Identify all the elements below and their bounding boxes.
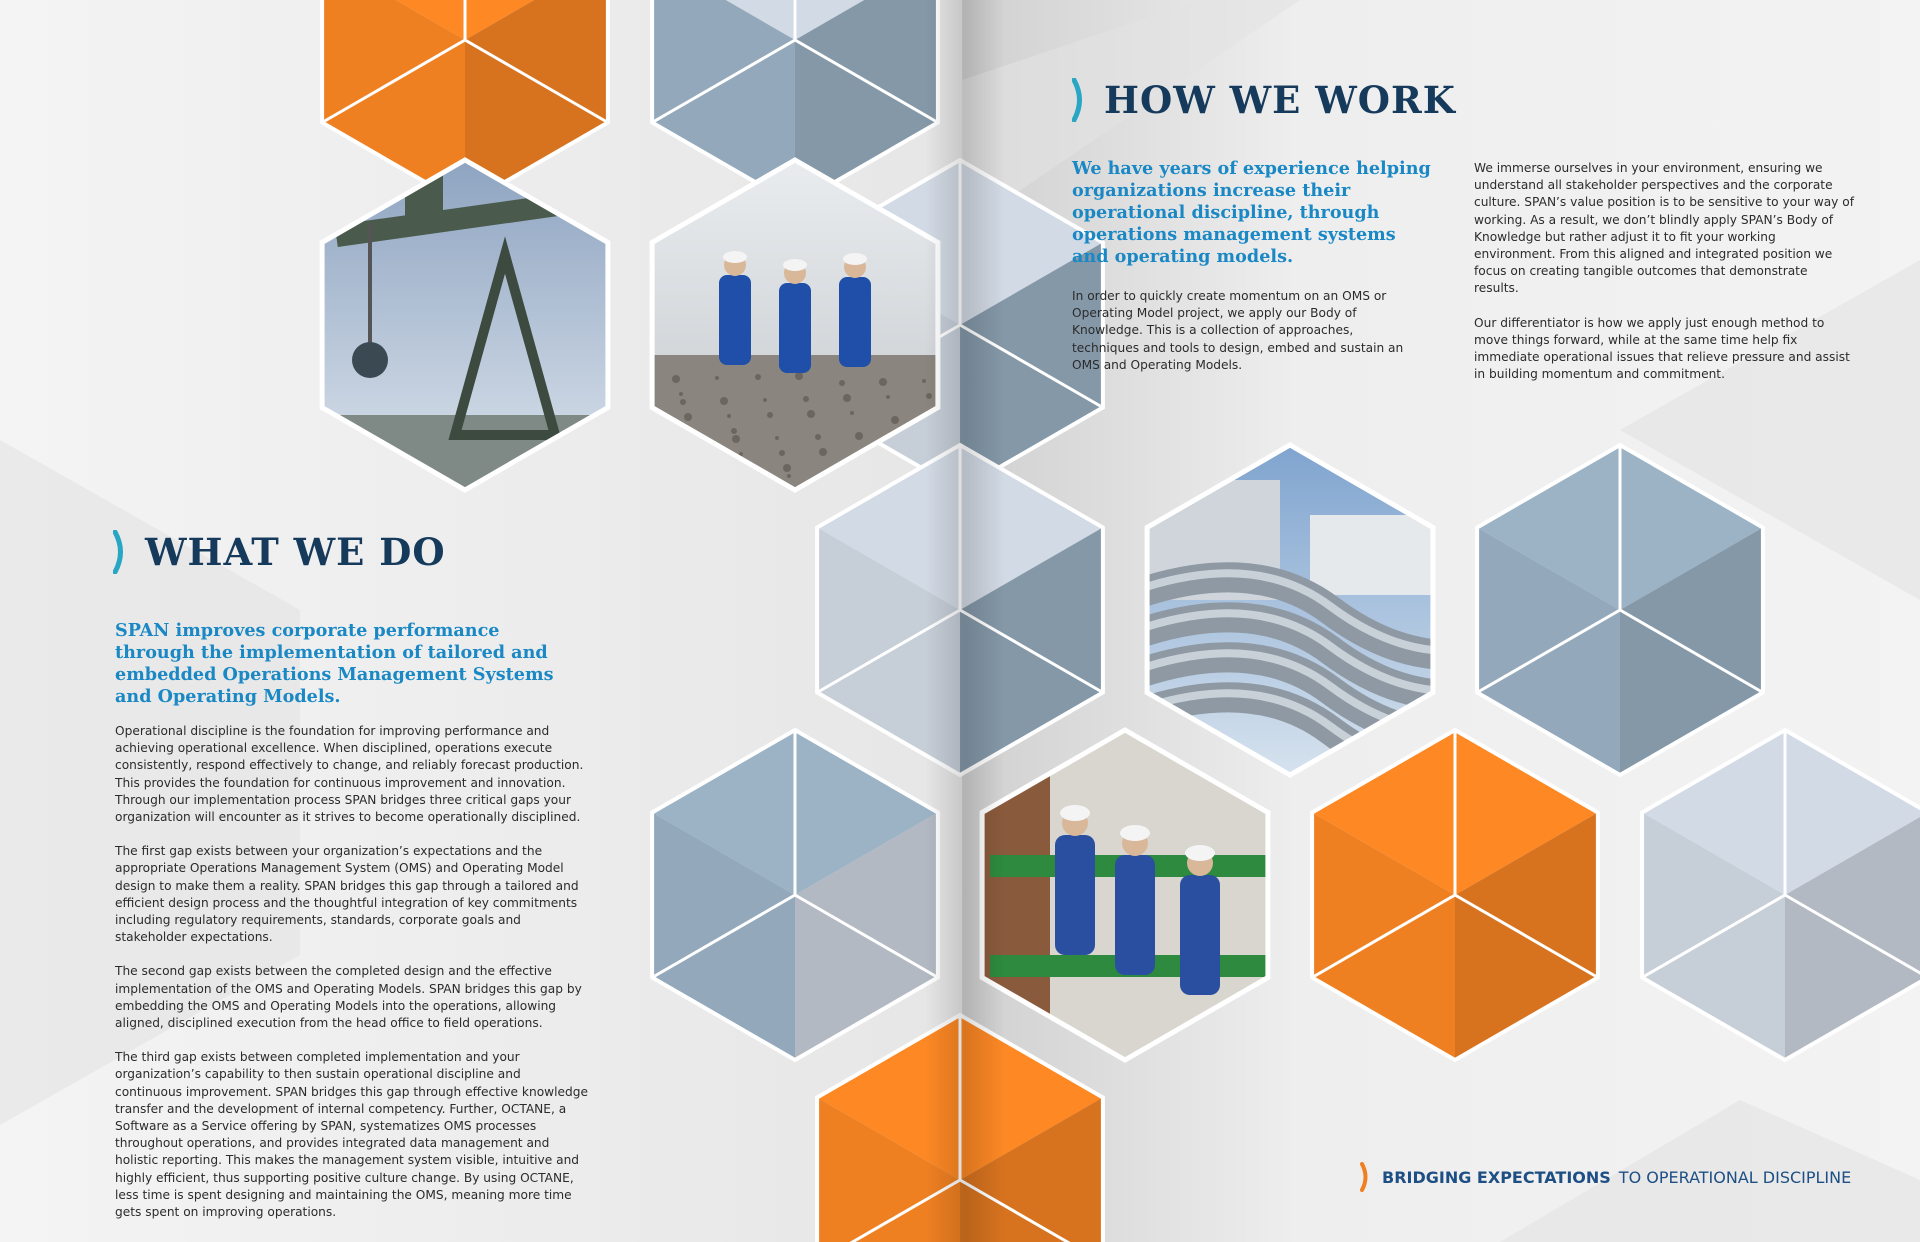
what-we-do-title: WHAT WE DO (145, 530, 446, 574)
what-we-do-lead-block (115, 620, 575, 708)
how-we-work-col2 (1474, 160, 1854, 400)
what-we-do-heading (113, 530, 446, 574)
what-we-do-body (115, 723, 591, 1238)
tagline-bold: BRIDGING EXPECTATIONS (1382, 1167, 1611, 1187)
how-we-work-title: HOW WE WORK (1104, 78, 1456, 122)
what-we-do-lead: SPAN improves corporate performance through the implementation of tailored and embedded Operations Management Systems and Operating Models. (115, 620, 554, 707)
what-we-do-paragraph: The third gap exists between completed implementation and your organization’s capability to then sustain operational discipline and continuous improvement. SPAN bridges this gap through effective knowledge transfer and the development of internal competency. Further, OCTANE, a Software as a Service offering by SPAN, systematizes OMS processes throughout operations, and provides integrated data management and holistic reporting. This makes the management system visible, intuitive and highly efficient, thus supporting positive culture change. By using OCTANE, less time is spent designing and maintaining the OMS, meaning more time gets spent on improving operations. (115, 1050, 588, 1220)
bracket-icon (113, 530, 127, 574)
what-we-do-paragraph: The second gap exists between the completed design and the effective implementation of the OMS and Operating Models. SPAN bridges this gap by embedding the OMS and Operating Models into the operations, allowing aligned, disciplined execution from the head office to field operations. (115, 964, 582, 1031)
bracket-icon (1072, 78, 1086, 122)
how-we-work-paragraph: In order to quickly create momentum on an OMS or Operating Model project, we apply our Body of Knowledge. This is a collection of approaches, techniques and tools to design, embed and sustain an OMS and Operating Models. (1072, 289, 1404, 372)
how-we-work-lead: We have years of experience helping organizations increase their operational discipline, through operations management systems and operating models. (1072, 158, 1431, 267)
how-we-work-col1 (1072, 288, 1424, 391)
spine-shadow (925, 0, 1005, 1242)
how-we-work-paragraph: We immerse ourselves in your environment, ensuring we understand all stakeholder perspectives and the corporate culture. SPAN’s value position is to be sensitive to your way of working. As a result, we don’t blindly apply SPAN’s Body of Knowledge but rather adjust it to fit your working environment. From this aligned and integrated position we focus on creating tangible outcomes that demonstrate results. (1474, 161, 1855, 296)
what-we-do-paragraph: The first gap exists between your organization’s expectations and the appropriate Operations Management System (OMS) and Operating Model design to make them a reality. SPAN bridges this gap through a tailored and efficient design process and the thoughtful integration of key commitments including regulatory requirements, standards, corporate goals and stakeholder expectations. (115, 844, 579, 945)
tagline (1360, 1162, 1851, 1192)
what-we-do-paragraph: Operational discipline is the foundation for improving performance and achieving operational excellence. When disciplined, operations execute consistently, respond effectively to change, and reliably forecast production. This provides the foundation for continuous improvement and innovation. Through our implementation process SPAN bridges three critical gaps your organization will encounter as it strives to become operationally disciplined. (115, 724, 584, 825)
how-we-work-paragraph: Our differentiator is how we apply just enough method to move things forward, while at the same time help fix immediate operational issues that relieve pressure and assist in building momentum and commitment. (1474, 315, 1850, 382)
how-we-work-heading (1072, 78, 1456, 122)
bracket-icon (1360, 1162, 1370, 1192)
tagline-rest: TO OPERATIONAL DISCIPLINE (1618, 1167, 1852, 1187)
how-we-work-lead-block (1072, 158, 1432, 268)
